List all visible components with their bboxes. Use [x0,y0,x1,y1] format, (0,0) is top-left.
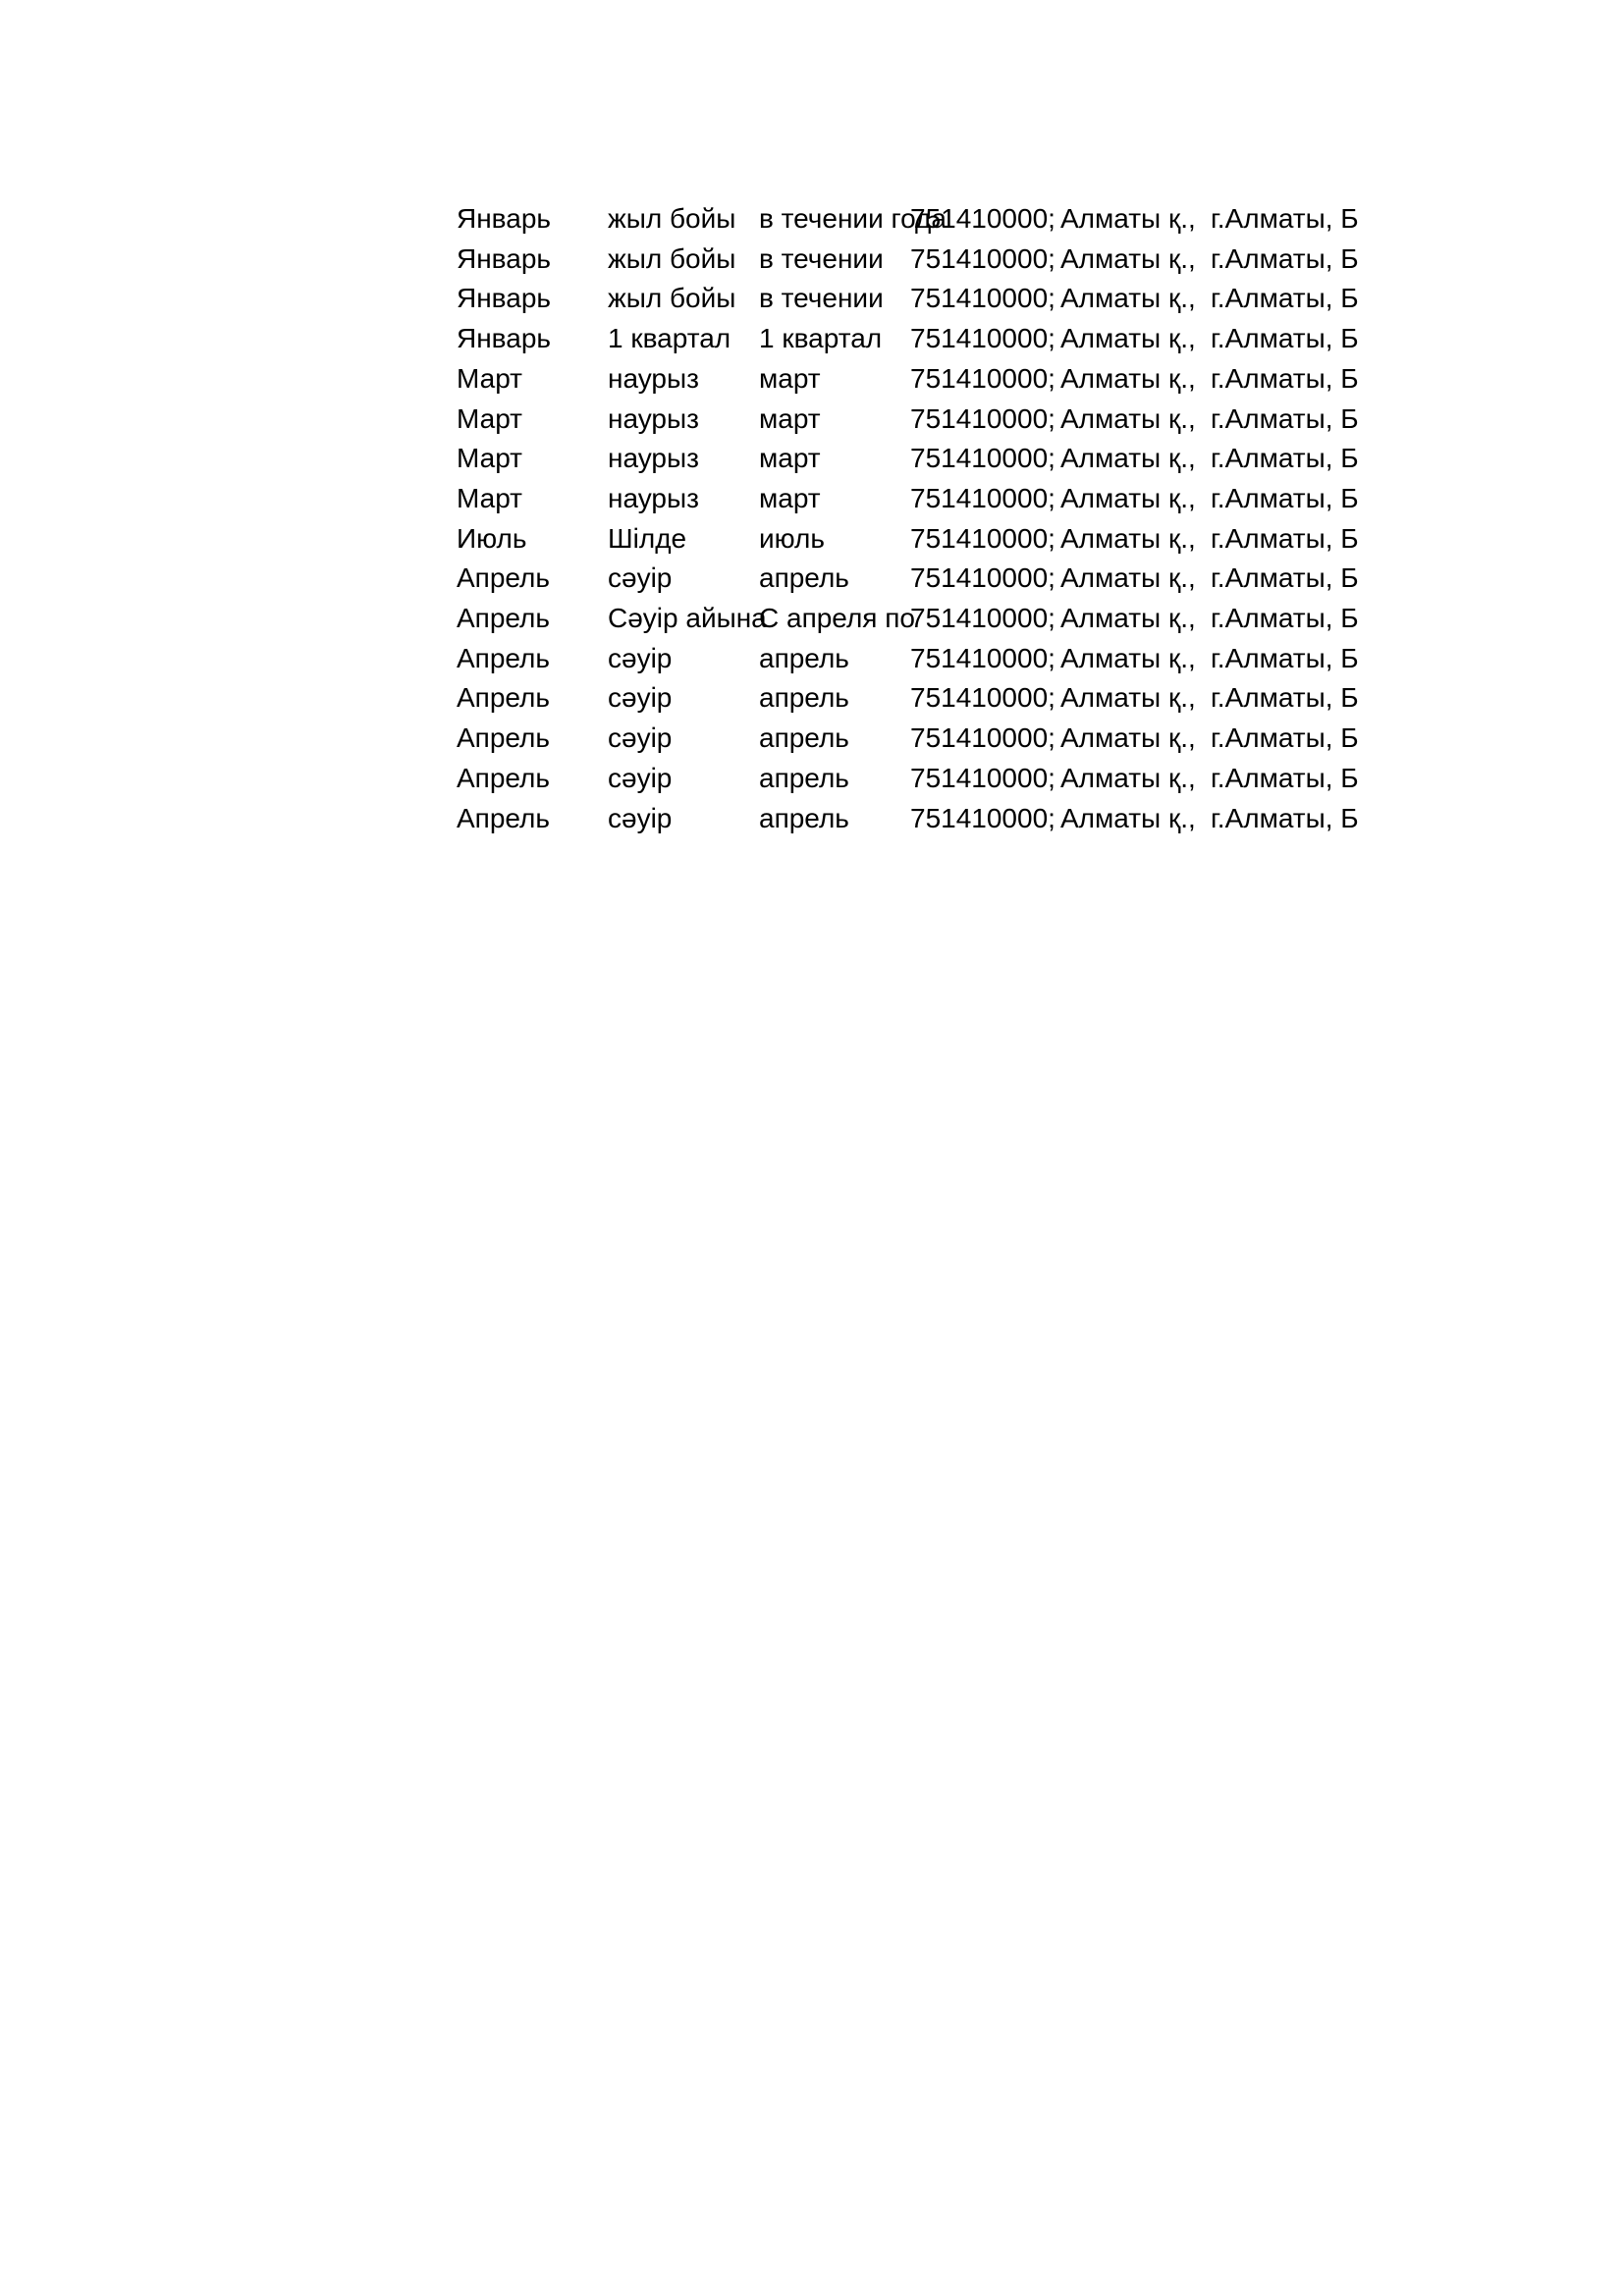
month-cell: Январь [457,283,551,314]
region-kz-cell: Алматы қ., [1060,802,1196,833]
period-kz-cell: наурыз [608,443,699,474]
region-ru-cell: г.Алматы, Б [1211,802,1359,833]
period-ru-cell: апрель [759,802,849,833]
code-cell: 751410000; [910,482,1056,513]
period-ru-cell: в течении [759,242,884,274]
month-cell: Апрель [457,762,550,793]
period-kz-cell: жыл бойы [608,203,736,234]
period-ru-cell: март [759,362,821,394]
table-row [455,240,1356,280]
code-cell: 751410000; [910,642,1056,673]
region-ru-cell: г.Алматы, Б [1211,362,1359,394]
period-ru-cell: март [759,443,821,474]
region-ru-cell: г.Алматы, Б [1211,642,1359,673]
region-kz-cell: Алматы қ., [1060,722,1196,754]
table-body [455,199,1359,838]
month-cell: Апрель [457,682,550,714]
region-kz-cell: Алматы қ., [1060,283,1196,314]
data-table [455,199,1359,838]
month-cell: Март [457,402,522,434]
code-cell: 751410000; [910,722,1056,754]
period-kz-cell: жыл бойы [608,283,736,314]
region-kz-cell: Алматы қ., [1060,242,1196,274]
region-kz-cell: Алматы қ., [1060,522,1196,554]
region-ru-cell: г.Алматы, Б [1211,283,1359,314]
period-kz-cell: сәуір [608,762,673,793]
month-cell: Апрель [457,603,550,634]
period-kz-cell: сәуір [608,682,673,714]
code-cell: 751410000; [910,203,1056,234]
code-cell: 751410000; [910,443,1056,474]
region-kz-cell: Алматы қ., [1060,443,1196,474]
period-ru-cell: апрель [759,722,849,754]
period-ru-cell: март [759,402,821,434]
region-ru-cell: г.Алматы, Б [1211,323,1359,354]
table-row [455,359,1356,400]
region-ru-cell: г.Алматы, Б [1211,242,1359,274]
region-kz-cell: Алматы қ., [1060,762,1196,793]
period-kz-cell: сәуір [608,642,673,673]
month-cell: Март [457,443,522,474]
month-cell: Апрель [457,562,550,594]
period-kz-cell: Сәуір айына [608,603,767,634]
period-ru-cell: июль [759,522,825,554]
period-kz-cell: сәуір [608,562,673,594]
table-row [455,439,1356,479]
table-row [455,759,1356,799]
code-cell: 751410000; [910,802,1056,833]
region-ru-cell: г.Алматы, Б [1211,482,1359,513]
table-row [455,678,1356,719]
code-cell: 751410000; [910,323,1056,354]
month-cell: Апрель [457,802,550,833]
period-ru-cell: С апреля по [759,603,915,634]
region-kz-cell: Алматы қ., [1060,203,1196,234]
period-ru-cell: апрель [759,762,849,793]
table-row [455,519,1356,560]
table-row [455,639,1356,679]
region-ru-cell: г.Алматы, Б [1211,722,1359,754]
code-cell: 751410000; [910,522,1056,554]
period-ru-cell: апрель [759,642,849,673]
region-kz-cell: Алматы қ., [1060,482,1196,513]
month-cell: Январь [457,323,551,354]
code-cell: 751410000; [910,682,1056,714]
region-kz-cell: Алматы қ., [1060,682,1196,714]
region-ru-cell: г.Алматы, Б [1211,402,1359,434]
month-cell: Март [457,362,522,394]
month-cell: Январь [457,203,551,234]
region-ru-cell: г.Алматы, Б [1211,603,1359,634]
period-kz-cell: наурыз [608,402,699,434]
period-kz-cell: сәуір [608,802,673,833]
region-ru-cell: г.Алматы, Б [1211,203,1359,234]
period-ru-cell: апрель [759,562,849,594]
region-ru-cell: г.Алматы, Б [1211,522,1359,554]
code-cell: 751410000; [910,562,1056,594]
period-kz-cell: Шілде [608,522,687,554]
period-kz-cell: 1 квартал [608,323,731,354]
period-ru-cell: 1 квартал [759,323,883,354]
month-cell: Март [457,482,522,513]
month-cell: Апрель [457,642,550,673]
table-row [455,479,1356,519]
table-row [455,199,1356,240]
region-ru-cell: г.Алматы, Б [1211,682,1359,714]
table-row [455,599,1356,639]
code-cell: 751410000; [910,603,1056,634]
table-row [455,799,1356,839]
code-cell: 751410000; [910,362,1056,394]
month-cell: Январь [457,242,551,274]
region-kz-cell: Алматы қ., [1060,562,1196,594]
period-kz-cell: сәуір [608,722,673,754]
region-kz-cell: Алматы қ., [1060,642,1196,673]
code-cell: 751410000; [910,283,1056,314]
region-kz-cell: Алматы қ., [1060,323,1196,354]
month-cell: Апрель [457,722,550,754]
table-row [455,400,1356,440]
region-ru-cell: г.Алматы, Б [1211,443,1359,474]
table-row [455,559,1356,599]
table-row [455,719,1356,759]
table-row [455,279,1356,319]
region-kz-cell: Алматы қ., [1060,402,1196,434]
period-ru-cell: апрель [759,682,849,714]
region-ru-cell: г.Алматы, Б [1211,762,1359,793]
period-kz-cell: жыл бойы [608,242,736,274]
table-row [455,319,1356,359]
month-cell: Июль [457,522,527,554]
region-kz-cell: Алматы қ., [1060,603,1196,634]
period-kz-cell: наурыз [608,362,699,394]
period-ru-cell: в течении года [759,203,947,234]
code-cell: 751410000; [910,242,1056,274]
period-ru-cell: март [759,482,821,513]
region-kz-cell: Алматы қ., [1060,362,1196,394]
region-ru-cell: г.Алматы, Б [1211,562,1359,594]
period-kz-cell: наурыз [608,482,699,513]
code-cell: 751410000; [910,402,1056,434]
period-ru-cell: в течении [759,283,884,314]
code-cell: 751410000; [910,762,1056,793]
